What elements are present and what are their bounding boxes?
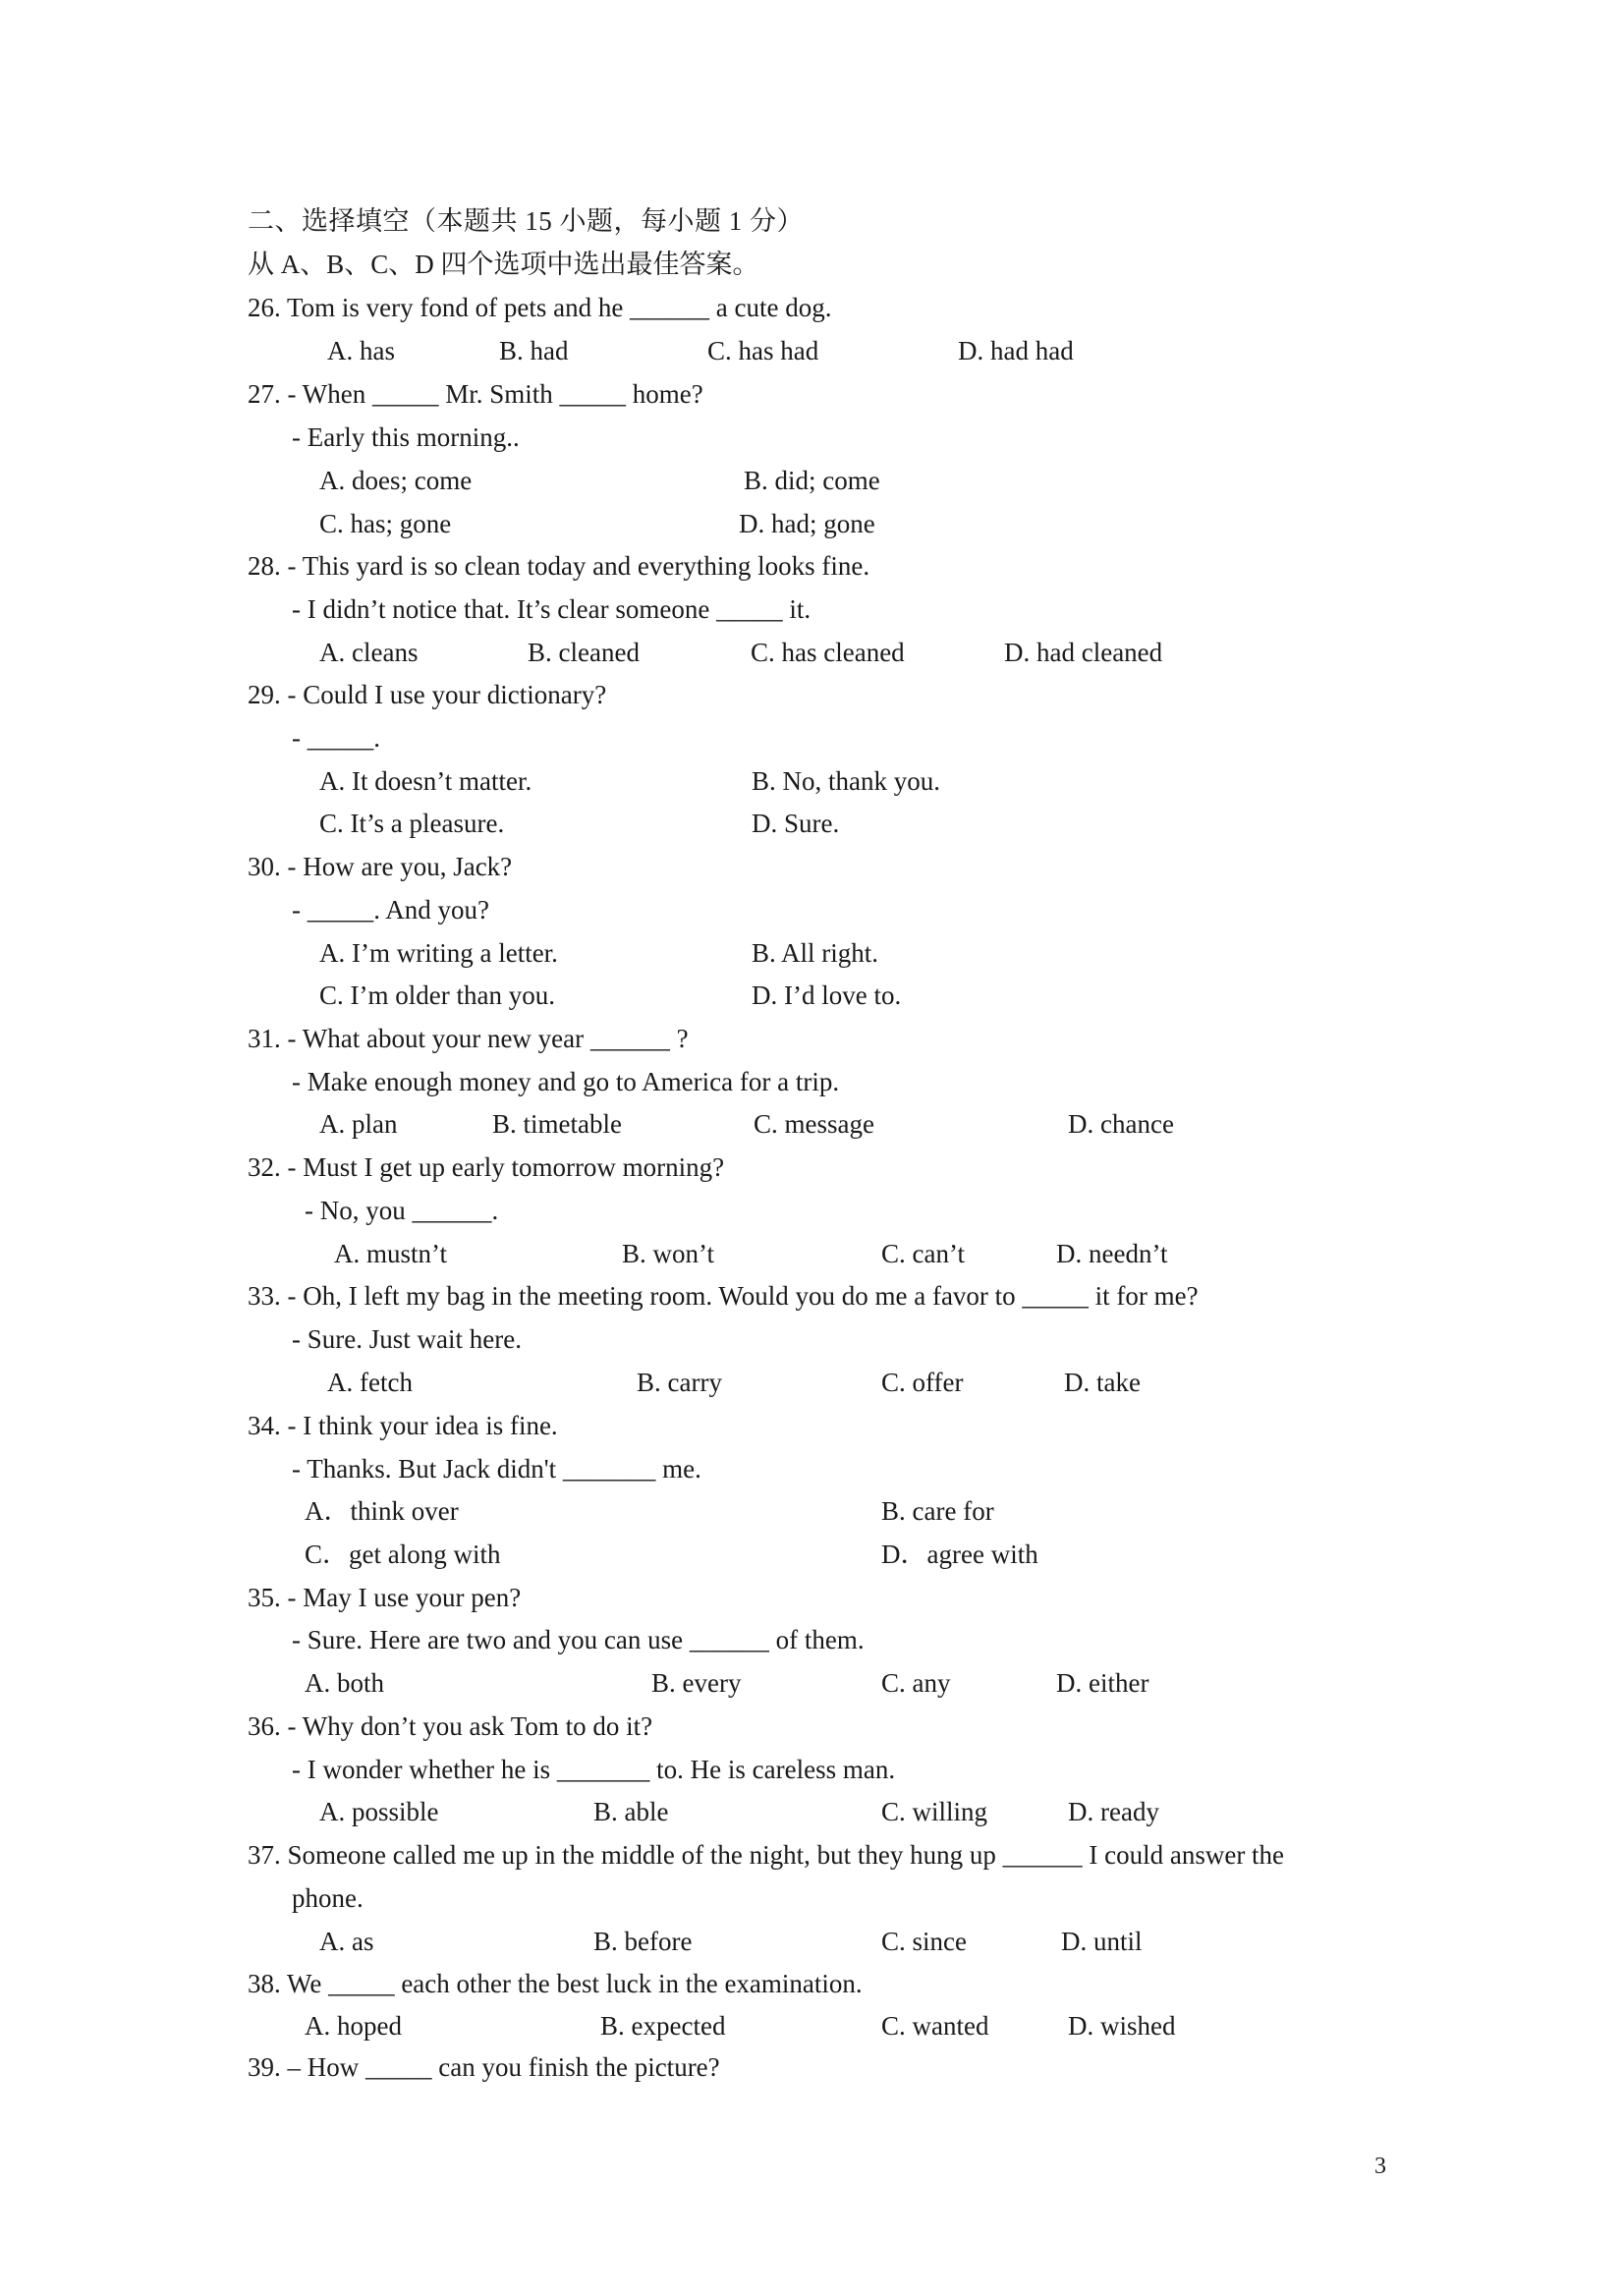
option-d[interactable]: D. wished: [1068, 2011, 1176, 2041]
option-b[interactable]: B. had: [499, 336, 569, 365]
option-c[interactable]: C. any: [881, 1668, 951, 1698]
question-reply: - I didn’t notice that. It’s clear someone _____ it.: [292, 594, 812, 624]
question-stem: 35. - May I use your pen?: [248, 1583, 522, 1612]
question-stem: 32. - Must I get up early tomorrow morning?: [248, 1152, 725, 1182]
option-a[interactable]: A. It doesn’t matter.: [319, 766, 532, 796]
option-c[interactable]: C. It’s a pleasure.: [319, 809, 505, 838]
option-a[interactable]: A. both: [305, 1668, 384, 1698]
option-a[interactable]: A. does; come: [319, 466, 473, 495]
question-stem: 33. - Oh, I left my bag in the meeting room. Would you do me a favor to _____ it for me?: [248, 1281, 1199, 1311]
option-c[interactable]: C．get along with: [305, 1540, 501, 1569]
option-d[interactable]: D．agree with: [881, 1540, 1038, 1569]
option-c[interactable]: C. since: [881, 1927, 967, 1956]
option-d[interactable]: D. had had: [958, 336, 1074, 365]
option-a[interactable]: A. has: [327, 336, 395, 365]
question-reply: - Thanks. But Jack didn't _______ me.: [292, 1454, 701, 1484]
option-d[interactable]: D. ready: [1068, 1797, 1159, 1826]
option-d[interactable]: D. chance: [1068, 1109, 1174, 1139]
option-c[interactable]: C. can’t: [881, 1239, 965, 1268]
question-stem: 31. - What about your new year ______ ?: [248, 1024, 689, 1053]
option-c[interactable]: C. willing: [881, 1797, 988, 1826]
option-b[interactable]: B. All right.: [752, 938, 879, 968]
option-a[interactable]: A．think over: [305, 1496, 459, 1526]
option-a[interactable]: A. plan: [319, 1109, 398, 1139]
option-b[interactable]: B. able: [593, 1797, 669, 1826]
option-a[interactable]: A. mustn’t: [334, 1239, 448, 1268]
question-stem: 30. - How are you, Jack?: [248, 852, 513, 881]
option-b[interactable]: B. cleaned: [528, 638, 640, 667]
option-b[interactable]: B. did; come: [744, 466, 880, 495]
option-a[interactable]: A. as: [319, 1927, 374, 1956]
option-d[interactable]: D. Sure.: [752, 809, 840, 838]
option-a[interactable]: A. possible: [319, 1797, 439, 1826]
section-title: 二、选择填空（本题共 15 小题，每小题 1 分）: [248, 206, 804, 236]
option-b[interactable]: B. expected: [600, 2011, 726, 2041]
question-reply: - Early this morning..: [292, 422, 520, 452]
question-reply: - Sure. Here are two and you can use ______ of them.: [292, 1625, 865, 1654]
option-c[interactable]: C. wanted: [881, 2011, 989, 2041]
question-stem: 29. - Could I use your dictionary?: [248, 680, 607, 709]
option-b[interactable]: B. timetable: [492, 1109, 622, 1139]
question-stem: 39. – How _____ can you finish the picture?: [248, 2052, 720, 2082]
option-b[interactable]: B. before: [593, 1927, 693, 1956]
question-reply: - I wonder whether he is _______ to. He is careless man.: [292, 1755, 896, 1784]
question-stem: 26. Tom is very fond of pets and he ______ a cute dog.: [248, 293, 832, 322]
question-reply: - Sure. Just wait here.: [292, 1324, 522, 1354]
option-c[interactable]: C. I’m older than you.: [319, 980, 555, 1010]
question-stem-continued: phone.: [292, 1883, 364, 1913]
option-b[interactable]: B. carry: [637, 1368, 722, 1397]
option-a[interactable]: A. I’m writing a letter.: [319, 938, 558, 968]
question-reply: - No, you ______.: [305, 1196, 499, 1225]
question-stem: 34. - I think your idea is fine.: [248, 1411, 558, 1440]
option-a[interactable]: A. hoped: [305, 2011, 402, 2041]
question-stem: 36. - Why don’t you ask Tom to do it?: [248, 1711, 653, 1741]
option-d[interactable]: D. take: [1064, 1368, 1141, 1397]
option-d[interactable]: D. had cleaned: [1004, 638, 1163, 667]
question-reply: - Make enough money and go to America for a trip.: [292, 1067, 840, 1096]
option-d[interactable]: D. needn’t: [1056, 1239, 1168, 1268]
option-a[interactable]: A. fetch: [327, 1368, 413, 1397]
question-reply: - _____. And you?: [292, 895, 489, 924]
question-stem: 28. - This yard is so clean today and everything looks fine.: [248, 551, 870, 581]
option-b[interactable]: B. every: [651, 1668, 742, 1698]
option-d[interactable]: D. either: [1056, 1668, 1149, 1698]
option-c[interactable]: C. has; gone: [319, 509, 452, 538]
page-number: 3: [1374, 2154, 1386, 2179]
question-stem: 38. We _____ each other the best luck in the examination.: [248, 1969, 863, 1998]
option-c[interactable]: C. has had: [707, 336, 819, 365]
question-reply: - _____.: [292, 723, 380, 753]
option-d[interactable]: D. until: [1061, 1927, 1143, 1956]
option-b[interactable]: B. No, thank you.: [752, 766, 940, 796]
section-instruction: 从 A、B、C、D 四个选项中选出最佳答案。: [248, 250, 759, 279]
option-d[interactable]: D. had; gone: [739, 509, 875, 538]
option-a[interactable]: A. cleans: [319, 638, 419, 667]
question-stem: 37. Someone called me up in the middle of the night, but they hung up ______ I could answer the: [248, 1840, 1285, 1870]
option-c[interactable]: C. has cleaned: [751, 638, 905, 667]
option-c[interactable]: C. offer: [881, 1368, 964, 1397]
option-c[interactable]: C. message: [754, 1109, 874, 1139]
option-b[interactable]: B. care for: [881, 1496, 994, 1526]
question-stem: 27. - When _____ Mr. Smith _____ home?: [248, 379, 703, 409]
option-b[interactable]: B. won’t: [622, 1239, 715, 1268]
option-d[interactable]: D. I’d love to.: [752, 980, 902, 1010]
